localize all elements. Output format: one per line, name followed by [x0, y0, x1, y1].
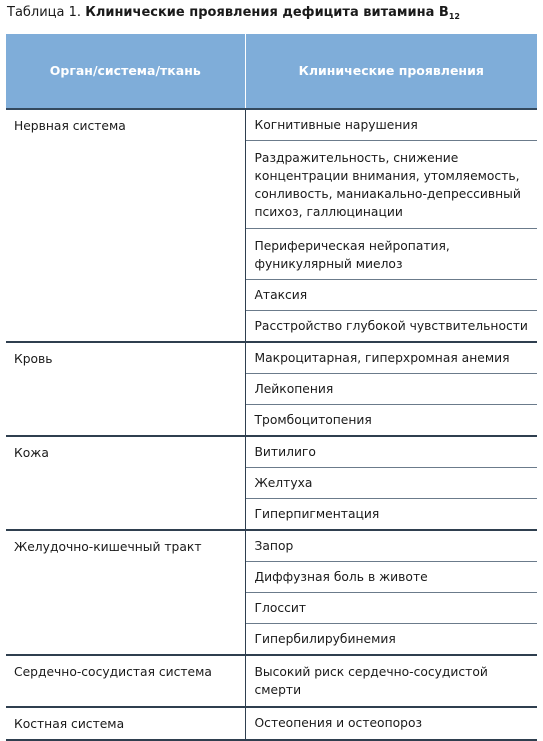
group-blood — [6, 342, 537, 436]
table-header — [6, 34, 537, 109]
manifestation-cell: Желтуха — [245, 468, 537, 499]
manifestation-cell: Когнитивные нарушения — [245, 109, 537, 141]
organ-cell: Сердечно-сосудистая система — [6, 655, 245, 707]
symptoms-table — [6, 34, 537, 741]
manifestation-cell: Атаксия — [245, 280, 537, 311]
manifestation-cell: Остеопения и остеопороз — [254, 716, 423, 730]
organ-cell: Кровь — [6, 342, 245, 436]
organ-cell: Кожа — [6, 436, 245, 530]
organ-cell: Желудочно-кишечный тракт — [6, 530, 245, 655]
caption-prefix: Таблица 1. — [7, 5, 82, 20]
manifestation-cell: Раздражительность, снижение концентрации внимания, утомляемость, сонливость, маниакально-депрессивный психоз, галлюцинации — [245, 141, 537, 229]
manifestation-cell: Диффузная боль в животе — [245, 562, 537, 593]
caption-subscript: 12 — [448, 12, 460, 21]
manifestation-cell: Запор — [245, 530, 537, 562]
manifestation-cell: Гипербилирубинемия — [254, 632, 396, 646]
organ-cell: Костная система — [6, 707, 245, 740]
group-skin — [6, 436, 537, 530]
manifestation-cell: Витилиго — [245, 436, 537, 468]
header-manifestations: Клинические проявления — [245, 34, 537, 109]
group-gi-tract — [6, 530, 537, 655]
group-skeletal — [6, 707, 537, 740]
organ-cell: Нервная система — [6, 109, 245, 342]
manifestation-cell: Лейкопения — [245, 374, 537, 405]
manifestation-cell: Расстройство глубокой чувствительности — [254, 319, 528, 333]
manifestation-cell: Гиперпигментация — [254, 507, 380, 521]
manifestation-cell: Периферическая нейропатия, фуникулярный миелоз — [245, 229, 537, 280]
header-organ: Орган/система/ткань — [6, 34, 245, 109]
manifestation-cell: Высокий риск сердечно-сосудистой смерти — [254, 665, 488, 697]
manifestation-cell: Глоссит — [245, 593, 537, 624]
group-nervous-system — [6, 109, 537, 342]
caption-title: Клинические проявления дефицита витамина B — [85, 5, 449, 20]
table-caption — [7, 4, 460, 26]
manifestation-cell: Макроцитарная, гиперхромная анемия — [245, 342, 537, 374]
manifestation-cell: Тромбоцитопения — [254, 413, 372, 427]
group-cardiovascular — [6, 655, 537, 707]
